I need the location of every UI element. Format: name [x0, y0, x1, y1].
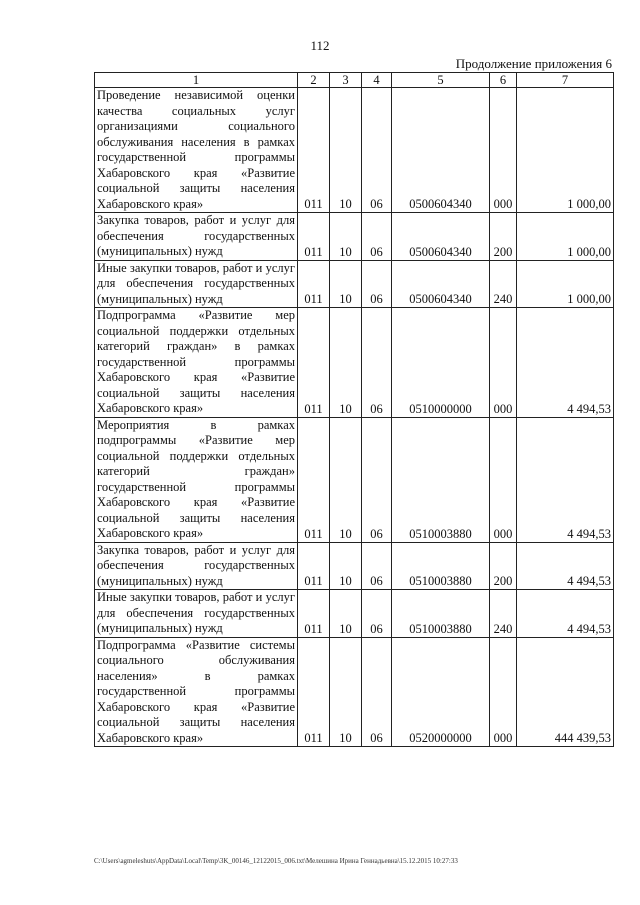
table-row	[95, 542, 614, 590]
ministry-code: 011	[298, 417, 330, 542]
amount: 444 439,53	[517, 637, 614, 747]
row-description: Проведение независимой оценки качества социальных услуг организациями социального обслуживания населения в рамках государственной программы Хабаровского края «Развитие социальной защиты населения Хабаровского края»	[95, 88, 298, 213]
target-article-code: 0500604340	[392, 260, 490, 308]
section-code: 10	[330, 417, 362, 542]
section-code: 10	[330, 590, 362, 638]
ministry-code: 011	[298, 637, 330, 747]
col-header-6: 6	[490, 73, 517, 88]
subsection-code: 06	[362, 542, 392, 590]
subsection-code: 06	[362, 213, 392, 261]
target-article-code: 0500604340	[392, 88, 490, 213]
subsection-code: 06	[362, 417, 392, 542]
col-header-3: 3	[330, 73, 362, 88]
table-row	[95, 417, 614, 542]
col-header-1: 1	[95, 73, 298, 88]
table-row	[95, 213, 614, 261]
target-article-code: 0510003880	[392, 417, 490, 542]
subsection-code: 06	[362, 637, 392, 747]
amount: 1 000,00	[517, 260, 614, 308]
budget-table	[94, 72, 614, 747]
amount: 1 000,00	[517, 88, 614, 213]
subsection-code: 06	[362, 260, 392, 308]
section-code: 10	[330, 308, 362, 418]
table-row	[95, 88, 614, 213]
row-description: Иные закупки товаров, работ и услуг для обеспечения государственных (муниципальных) нужд	[95, 590, 298, 638]
expense-type-code: 200	[490, 542, 517, 590]
row-description: Мероприятия в рамках подпрограммы «Развитие мер социальной поддержки отдельных категорий граждан» государственной программы Хабаровского края «Развитие социальной защиты населения Хабаровского края»	[95, 417, 298, 542]
amount: 1 000,00	[517, 213, 614, 261]
col-header-5: 5	[392, 73, 490, 88]
section-code: 10	[330, 260, 362, 308]
table-row	[95, 260, 614, 308]
target-article-code: 0500604340	[392, 213, 490, 261]
col-header-7: 7	[517, 73, 614, 88]
section-code: 10	[330, 637, 362, 747]
table-header	[95, 73, 614, 88]
amount: 4 494,53	[517, 417, 614, 542]
target-article-code: 0510003880	[392, 542, 490, 590]
continuation-note: Продолжение приложения 6	[455, 56, 612, 71]
expense-type-code: 000	[490, 88, 517, 213]
row-description: Иные закупки товаров, работ и услуг для обеспечения государственных (муниципальных) нужд	[95, 260, 298, 308]
row-description: Закупка товаров, работ и услуг для обеспечения государственных (муниципальных) нужд	[95, 542, 298, 590]
ministry-code: 011	[298, 213, 330, 261]
expense-type-code: 000	[490, 417, 517, 542]
col-header-2: 2	[298, 73, 330, 88]
expense-type-code: 000	[490, 308, 517, 418]
expense-type-code: 240	[490, 260, 517, 308]
section-code: 10	[330, 542, 362, 590]
amount: 4 494,53	[517, 590, 614, 638]
expense-type-code: 000	[490, 637, 517, 747]
target-article-code: 0510000000	[392, 308, 490, 418]
row-description: Подпрограмма «Развитие мер социальной поддержки отдельных категорий граждан» в рамках государственной программы Хабаровского края «Развитие социальной защиты населения Хабаровского края»	[95, 308, 298, 418]
target-article-code: 0510003880	[392, 590, 490, 638]
expense-type-code: 240	[490, 590, 517, 638]
subsection-code: 06	[362, 308, 392, 418]
amount: 4 494,53	[517, 542, 614, 590]
ministry-code: 011	[298, 260, 330, 308]
subsection-code: 06	[362, 88, 392, 213]
ministry-code: 011	[298, 308, 330, 418]
ministry-code: 011	[298, 88, 330, 213]
header-row	[95, 73, 614, 88]
row-description: Закупка товаров, работ и услуг для обеспечения государственных (муниципальных) нужд	[95, 213, 298, 261]
row-description: Подпрограмма «Развитие системы социального обслуживания населения» в рамках государственной программы Хабаровского края «Развитие социальной защиты населения Хабаровского края»	[95, 637, 298, 747]
file-path-footer: C:\Users\agmeleshuts\AppData\Local\Temp\3K_00146_12122015_006.txt\Мелешина Ирина Геннадьевна\15.12.2015 10:27:33	[94, 857, 458, 865]
table-row	[95, 308, 614, 418]
target-article-code: 0520000000	[392, 637, 490, 747]
ministry-code: 011	[298, 542, 330, 590]
page-number: 112	[310, 38, 330, 53]
ministry-code: 011	[298, 590, 330, 638]
subsection-code: 06	[362, 590, 392, 638]
section-code: 10	[330, 213, 362, 261]
table-row	[95, 590, 614, 638]
section-code: 10	[330, 88, 362, 213]
expense-type-code: 200	[490, 213, 517, 261]
col-header-4: 4	[362, 73, 392, 88]
table-row	[95, 637, 614, 747]
amount: 4 494,53	[517, 308, 614, 418]
